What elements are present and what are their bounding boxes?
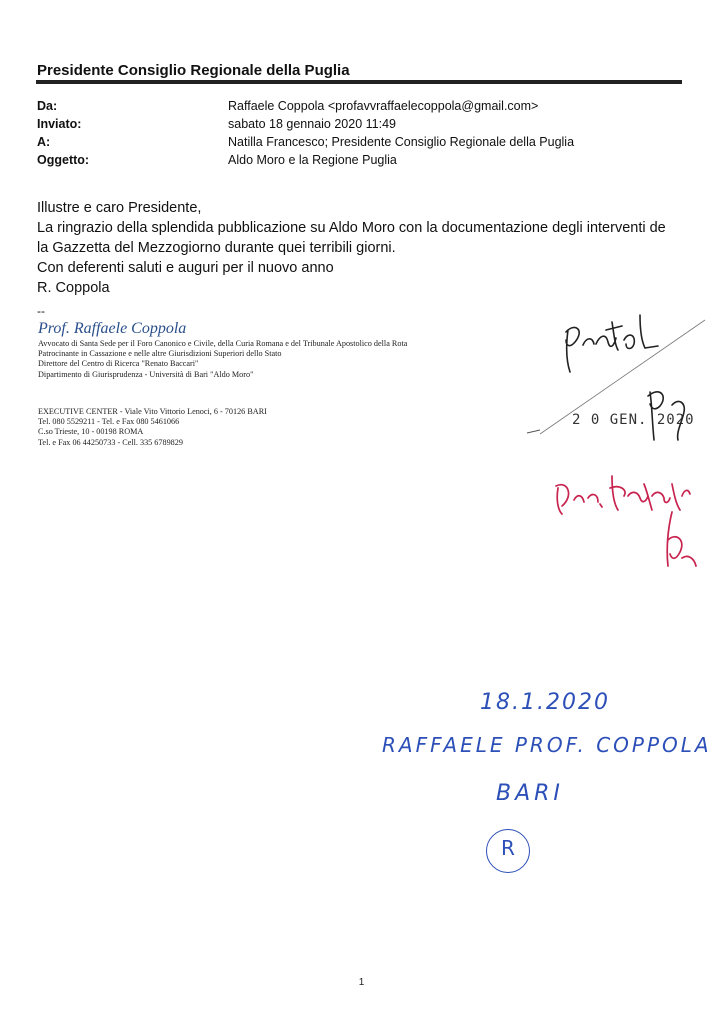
contact-line: C.so Trieste, 10 - 00198 ROMA (38, 427, 144, 437)
signature-title-line: Direttore del Centro di Ricerca "Renato Baccari" (38, 359, 199, 369)
circled-letter-mark (486, 829, 530, 873)
meta-key-from: Da: (37, 99, 58, 113)
handwritten-city: BARI (496, 781, 564, 806)
contact-line: Tel. e Fax 06 44250733 - Cell. 335 6789829 (38, 437, 183, 447)
stamp-tick (527, 430, 540, 433)
handwritten-name: RAFFAELE PROF. COPPOLA (382, 733, 712, 757)
contact-line: EXECUTIVE CENTER - Viale Vito Vittorio Lenoci, 6 - 70126 BARI (38, 407, 267, 416)
received-date-stamp: 2 0 GEN. 2020 (572, 412, 695, 428)
meta-value-sent: sabato 18 gennaio 2020 11:49 (228, 117, 396, 131)
page-title: Presidente Consiglio Regionale della Puglia (37, 62, 350, 79)
meta-key-to: A: (37, 135, 51, 149)
signature-separator: -- (37, 304, 45, 318)
handwritten-date: 18.1.2020 (480, 690, 610, 715)
meta-value-to: Natilla Francesco; Presidente Consiglio Regionale della Puglia (228, 135, 575, 149)
handwritten-note-red (556, 476, 696, 566)
signature-name: Prof. Raffaele Coppola (38, 320, 187, 337)
meta-key-subject: Oggetto: (37, 153, 90, 167)
page-number: 1 (358, 977, 365, 988)
body-line: Con deferenti saluti e auguri per il nuovo anno (37, 260, 334, 276)
contact-line: Tel. 080 5529211 - Tel. e Fax 080 5461066 (38, 417, 180, 427)
body-line: la Gazzetta del Mezzogiorno durante quei terribili giorni. (37, 240, 396, 256)
signature-title-line: Dipartimento di Giurisprudenza - Università di Bari "Aldo Moro" (38, 369, 254, 379)
meta-value-from: Raffaele Coppola <profavvraffaelecoppola@gmail.com> (228, 99, 539, 113)
circled-letter: R (501, 836, 515, 860)
body-line: La ringrazio della splendida pubblicazione su Aldo Moro con la documentazione degli interventi de (37, 220, 666, 236)
meta-value-subject: Aldo Moro e la Regione Puglia (228, 153, 397, 167)
signature-title-line: Patrocinante in Cassazione e nelle altre Giurisdizioni Superiori dello Stato (38, 349, 282, 359)
body-line: R. Coppola (37, 280, 110, 296)
handwritten-note-black (566, 315, 658, 372)
body-line: Illustre e caro Presidente, (37, 200, 202, 216)
stamp-line (540, 320, 705, 434)
meta-key-sent: Inviato: (37, 117, 82, 131)
handwritten-initial-black (648, 392, 684, 440)
signature-title-line: Avvocato di Santa Sede per il Foro Canonico e Civile, della Curia Romana e del Tribunale Apostolico della Rota (38, 339, 408, 348)
